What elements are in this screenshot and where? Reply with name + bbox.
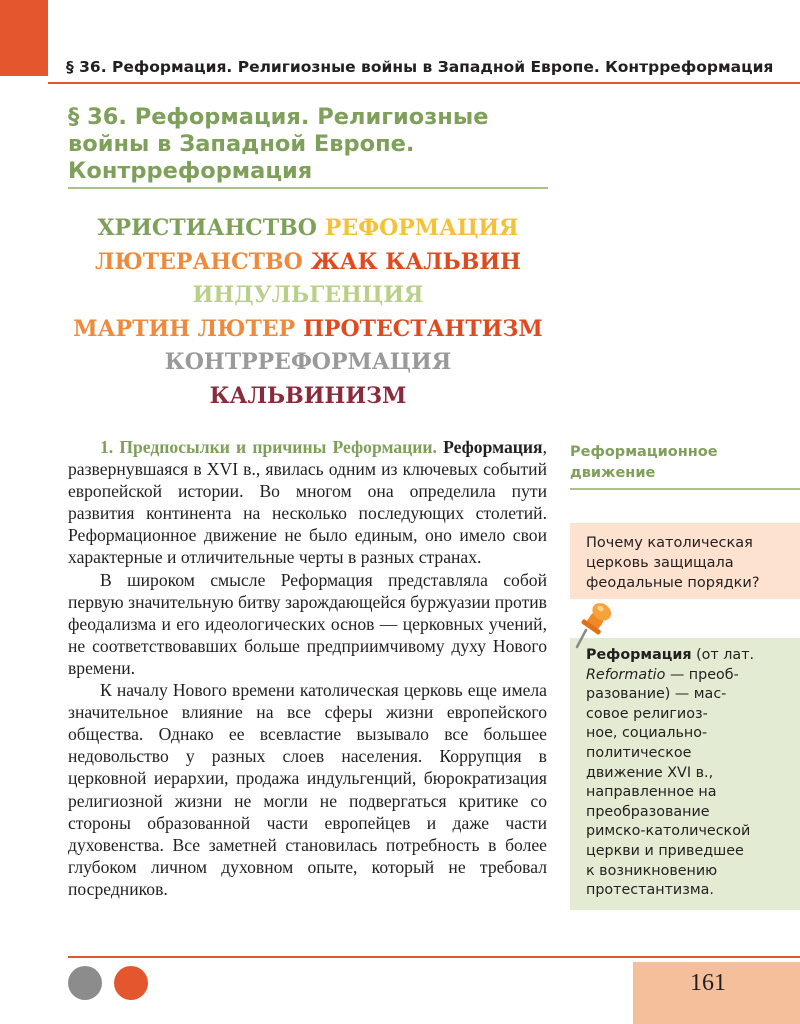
gray-dot — [68, 966, 102, 1000]
paragraph — [68, 436, 547, 569]
keyword: РЕФОРМАЦИЯ — [324, 215, 519, 241]
question-line: феодальные порядки? — [586, 575, 760, 591]
definition-line: разование) — мас- — [586, 686, 727, 703]
definition-line: к возникновению — [586, 862, 718, 879]
keyword: ЛЮТЕРАНСТВО — [95, 248, 303, 275]
keyword: МАРТИН ЛЮТЕР — [73, 315, 296, 342]
keyword: КАЛЬВИНИЗМ — [209, 382, 407, 409]
definition-line: протестантизма. — [586, 882, 714, 899]
pushpin-icon — [572, 600, 616, 650]
page-number: 161 — [690, 970, 726, 996]
side-heading-line: Реформационное — [570, 444, 718, 460]
keyword-line — [68, 380, 548, 414]
subheading: 1. Предпосылки и причины Реформации. — [100, 437, 437, 457]
running-header: § 36. Реформация. Религиозные войны в Западной Европе. Контрреформация — [66, 58, 774, 76]
side-heading — [570, 442, 790, 484]
paragraph: В широком смысле Реформация представляла собой первую значительную битву зарождающейся буржуазии против феодализма и его идеологических основ — церковных учений, не соответствовавших больше предприимчивому духу Нового времени. — [68, 569, 547, 678]
definition-line: преобразование — [586, 803, 710, 820]
question-line: церковь защищала — [586, 555, 734, 571]
paragraph-text: , развернувшаяся в XVI в., явилась одним из ключевых событий европейской истории. Во многом она определила пути развития континента на несколько последующих столетий. Реформационное движение не было единым, оно имело свои характерные и отличительные черты в разных странах. — [68, 437, 547, 568]
definition-text — [586, 646, 791, 901]
orange-dot — [114, 966, 148, 1000]
section-title-line: войны в Западной Европе. — [68, 131, 415, 157]
section-title — [68, 104, 538, 185]
term: Реформация — [443, 437, 543, 457]
side-heading-line: движение — [570, 465, 656, 481]
footer-rule — [68, 956, 800, 958]
section-title-line: Контрреформация — [68, 158, 313, 184]
question-text — [586, 533, 796, 593]
keyword: ПРОТЕСТАНТИЗМ — [303, 315, 543, 342]
definition-line — [586, 646, 791, 666]
title-rule — [68, 187, 548, 189]
latin-word: Reformatio — [586, 666, 666, 683]
question-line: Почему католическая — [586, 535, 753, 551]
definition-line: церкви и приведшее — [586, 842, 744, 859]
definition-line: римско-католической — [586, 823, 751, 840]
keyword-line — [68, 246, 548, 280]
definition-fragment: (от лат. — [691, 647, 755, 663]
definition-line: политическое — [586, 744, 692, 761]
keyword-line — [68, 346, 548, 380]
definition-line — [586, 666, 791, 686]
corner-tab — [0, 0, 48, 76]
definition-fragment: — преоб- — [665, 666, 739, 683]
keyword: КОНТРРЕФОРМАЦИЯ — [164, 349, 452, 375]
header-rule — [48, 82, 800, 84]
keyword: ХРИСТИАНСТВО — [97, 215, 317, 241]
section-title-line: § 36. Реформация. Религиозные — [68, 104, 489, 130]
main-text — [68, 436, 547, 900]
keyword-line — [68, 212, 548, 246]
side-rule — [570, 488, 800, 490]
keyword-cloud — [68, 212, 548, 413]
definition-line: направленное на — [586, 784, 717, 801]
definition-term: Реформация — [586, 647, 692, 663]
definition-line: совое религиоз- — [586, 705, 708, 722]
keyword: ИНДУЛЬГЕНЦИЯ — [192, 282, 424, 308]
paragraph: К началу Нового времени католическая церковь еще имела значительное влияние на все сферы жизни европейского общества. Однако ее всевластие вызывало все большее недовольство у разных слоев населения. Коррупция в церковной иерархии, продажа индульгенций, бюрократизация религиозной жизни не могли не подвергаться критике со стороны образованной части европейцев и даже части духовенства. Все заметней становилась потребность в более глубоком личном духовном опыте, который не требовал посредников. — [68, 680, 547, 899]
definition-line: движение XVI в., — [586, 764, 714, 781]
keyword-line — [68, 279, 548, 313]
keyword-line — [68, 313, 548, 347]
keyword: ЖАК КАЛЬВИН — [310, 248, 521, 275]
definition-line: ное, социально- — [586, 725, 708, 742]
